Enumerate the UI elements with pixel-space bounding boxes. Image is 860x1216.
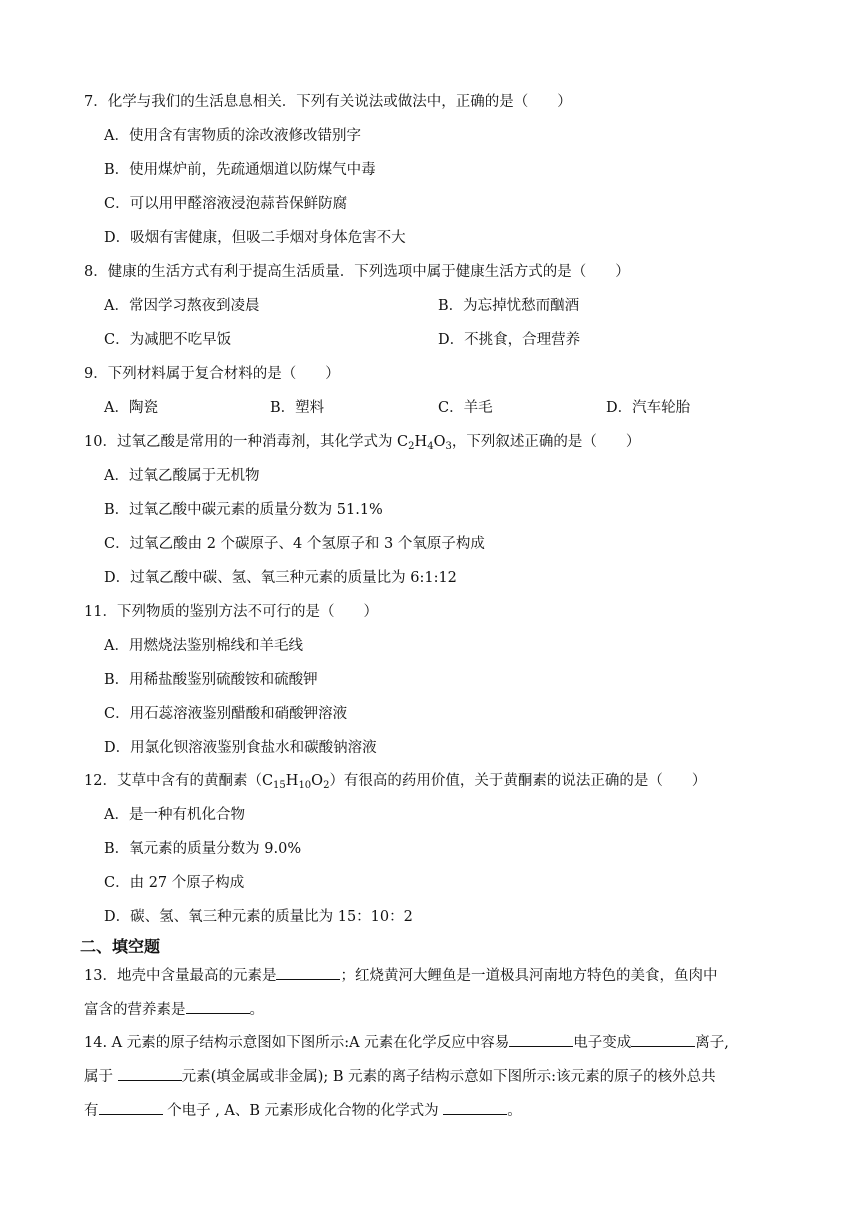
answer-blank[interactable] [276, 963, 340, 980]
q14-line-1: 14. A 元素的原子结构示意图如下图所示:A 元素在化学反应中容易 电子变成 离子, [84, 1030, 729, 1053]
q10-option-c: C．过氧乙酸由 2 个碳原子、4 个氢原子和 3 个氧原子构成 [104, 536, 485, 552]
q12-option-a: A．是一种有机化合物 [104, 807, 245, 823]
q14-line-3: 有 个电子 , A、B 元素形成化合物的化学式为 。 [84, 1098, 522, 1121]
q12-stem: 12．艾草中含有的黄酮素$(C_{15}H_{10}O_2)$有很高的药用价值，关于黄酮素的说法正确的是（ ） [84, 773, 707, 791]
q11-option-c: C．用石蕊溶液鉴别醋酸和硝酸钾溶液 [104, 706, 348, 722]
answer-blank[interactable] [118, 1064, 182, 1081]
q13-line-2: 富含的营养素是 。 [84, 997, 264, 1020]
q10-option-a: A．过氧乙酸属于无机物 [104, 468, 260, 484]
q7-option-a: A．使用含有害物质的涂改液修改错别字 [104, 128, 361, 144]
q8-option-d: D．不挑食，合理营养 [438, 332, 581, 348]
q9-option-d: D．汽车轮胎 [606, 400, 691, 416]
q14-line-2: 属于 元素(填金属或非金属); B 元素的离子结构示意如下图所示:该元素的原子的核外总共 [84, 1064, 716, 1087]
q8-option-b: B．为忘掉忧愁而酗酒 [438, 298, 580, 314]
answer-blank[interactable] [99, 1098, 163, 1115]
answer-blank[interactable] [631, 1030, 695, 1047]
q12-option-c: C．由 27 个原子构成 [104, 875, 245, 891]
q9-option-a: A．陶瓷 [104, 400, 158, 416]
q9-option-b: B．塑料 [270, 400, 325, 416]
q7-stem: 7．化学与我们的生活息息相关．下列有关说法或做法中，正确的是（ ） [84, 94, 572, 110]
q11-option-d: D．用氯化钡溶液鉴别食盐水和碳酸钠溶液 [104, 740, 377, 756]
answer-blank[interactable] [186, 997, 250, 1014]
q10-option-b: B．过氧乙酸中碳元素的质量分数为 51.1% [104, 502, 383, 518]
q10-stem: 10．过氧乙酸是常用的一种消毒剂，其化学式为 $C_2H_4O_3$，下列叙述正确的是（ ） [84, 434, 641, 452]
q11-stem: 11．下列物质的鉴别方法不可行的是（ ） [84, 604, 378, 620]
q8-option-a: A．常因学习熬夜到凌晨 [104, 298, 260, 314]
q8-option-c: C．为减肥不吃早饭 [104, 332, 232, 348]
q9-stem: 9．下列材料属于复合材料的是（ ） [84, 366, 340, 382]
q7-option-b: B．使用煤炉前，先疏通烟道以防煤气中毒 [104, 162, 376, 178]
q11-option-a: A．用燃烧法鉴别棉线和羊毛线 [104, 638, 303, 654]
q8-stem: 8．健康的生活方式有利于提高生活质量．下列选项中属于健康生活方式的是（ ） [84, 264, 630, 280]
q12-option-d: D．碳、氢、氧三种元素的质量比为 15：10：2 [104, 909, 413, 925]
q12-option-b: B．氧元素的质量分数为 9.0% [104, 841, 302, 857]
q11-option-b: B．用稀盐酸鉴别硫酸铵和硫酸钾 [104, 672, 318, 688]
answer-blank[interactable] [509, 1030, 573, 1047]
q13-line-1: 13．地壳中含量最高的元素是 ；红烧黄河大鲤鱼是一道极具河南地方特色的美食，鱼肉中 [84, 963, 717, 986]
q10-option-d: D．过氧乙酸中碳、氢、氧三种元素的质量比为 6:1:12 [104, 570, 457, 586]
answer-blank[interactable] [443, 1098, 507, 1115]
q9-option-c: C．羊毛 [438, 400, 493, 416]
q7-option-d: D．吸烟有害健康，但吸二手烟对身体危害不大 [104, 230, 406, 246]
section-heading-fill-in: 二、填空题 [80, 937, 161, 956]
q7-option-c: C．可以用甲醛溶液浸泡蒜苔保鲜防腐 [104, 196, 348, 212]
